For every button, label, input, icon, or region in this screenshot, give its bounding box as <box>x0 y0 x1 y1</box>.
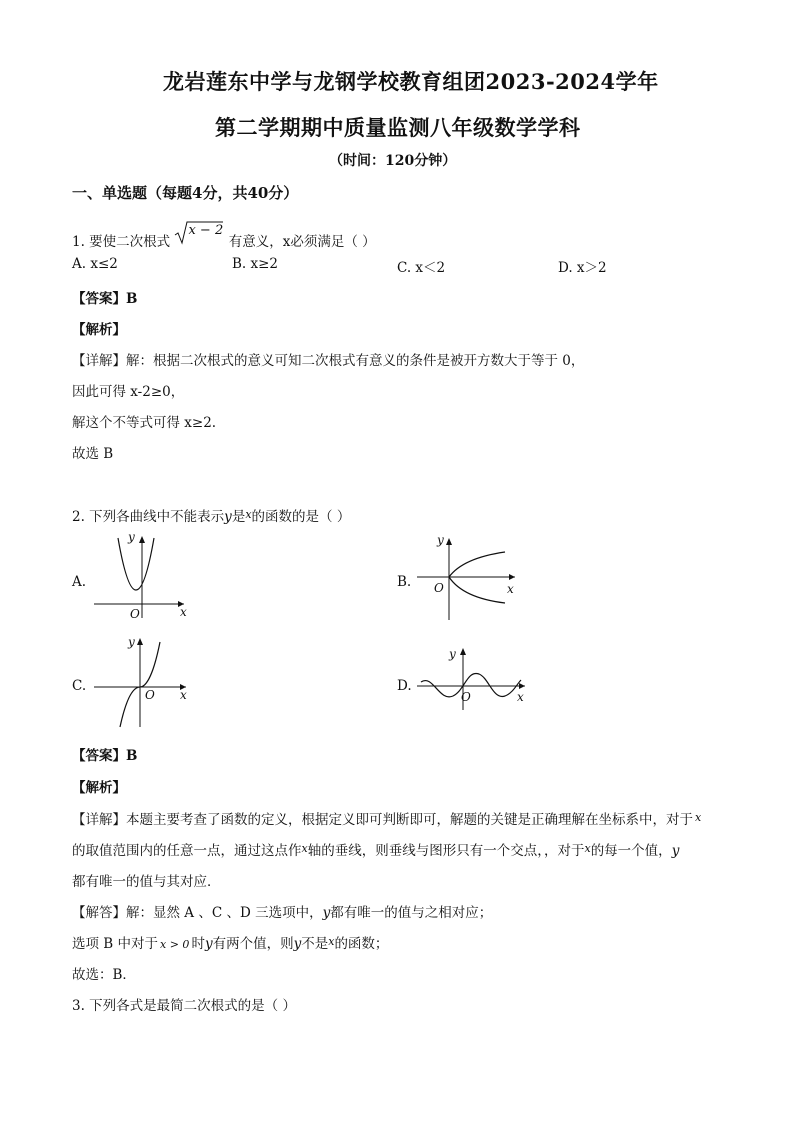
q1-stem-suffix: 有意义，x必须满足（ ） <box>228 234 376 250</box>
page-title-line1: 龙岩莲东中学与龙钢学校教育组团2023-2024学年 <box>163 69 659 94</box>
time-note: （时间：120分钟） <box>329 153 457 169</box>
q1-radicand: x − 2 <box>188 223 224 238</box>
q2-stem-part: 2. 下列各曲线中不能表示 <box>72 509 225 525</box>
axis-x-label: x <box>517 690 524 704</box>
q2-graph-c <box>88 632 198 732</box>
q2-solve-text: 有两个值，则 <box>212 936 294 952</box>
q2-option-d-label: D. <box>397 678 412 694</box>
q2-solve-text: 选项 B 中对于 <box>72 936 159 952</box>
q2-solve-text: 时 <box>191 936 205 952</box>
q1-option-d: D. x＞2 <box>558 260 607 276</box>
q2-var-y: y <box>671 843 680 859</box>
q2-solve-line1 <box>72 901 492 921</box>
q1-step-1: 因此可得 x-2≥0， <box>72 384 185 400</box>
q2-detail-line2 <box>72 839 679 859</box>
origin-label: O <box>145 688 155 702</box>
q2-analysis-label: 【解析】 <box>72 780 126 796</box>
origin-label: O <box>130 607 140 621</box>
q2-var-x: x <box>695 811 702 824</box>
q1-analysis-label: 【解析】 <box>72 322 126 338</box>
q2-solve-text: 都有唯一的值与之相对应； <box>330 905 493 921</box>
q2-var-y: y <box>322 905 331 921</box>
axis-x-label: x <box>180 688 187 702</box>
q3-stem: 3. 下列各式是最简二次根式的是（ ） <box>72 998 296 1014</box>
q2-var-y: y <box>224 509 232 525</box>
q1-option-c: C. x＜2 <box>397 260 446 276</box>
q2-var-x: x <box>584 842 591 855</box>
q2-stem-part: 的函数的是（ ） <box>251 509 351 525</box>
q1-option-a: A. x≤2 <box>72 256 118 272</box>
q2-graph-a <box>88 530 198 622</box>
q2-var-x: x <box>301 842 308 855</box>
axis-y-label: y <box>449 647 456 661</box>
axis-y-label: y <box>128 635 135 649</box>
q2-var-x: x <box>328 935 335 948</box>
q2-var-x: x <box>245 508 252 521</box>
q2-detail-text: 【详解】本题主要考查了函数的定义，根据定义即可判断即可，解题的关键是正确理解在坐标系中，对于 <box>72 812 693 828</box>
axis-y-label: y <box>437 533 444 547</box>
q2-detail-text: 轴的垂线，则垂线与图形只有一个交点，，对于 <box>307 843 585 859</box>
section-heading: 一、单选题（每题4分，共40分） <box>72 184 299 202</box>
axis-y-label: y <box>128 530 135 544</box>
q2-detail-line1 <box>72 808 701 828</box>
q1-option-b: B. x≥2 <box>232 256 279 272</box>
q2-var-y: y <box>204 936 213 952</box>
q2-graph-d <box>413 644 533 714</box>
q2-stem-part: 是 <box>231 509 246 525</box>
q1-step-2: 解这个不等式可得 x≥2. <box>72 415 217 431</box>
q2-solve-text: 不是 <box>301 936 329 952</box>
q2-solve-text: 的函数； <box>334 936 389 952</box>
q2-detail-text: 的取值范围内的任意一点，通过这点作 <box>72 843 302 859</box>
q2-option-a-label: A. <box>72 574 87 590</box>
q2-solve-line2 <box>72 932 388 952</box>
page-title-line2: 第二学期期中质量监测八年级数学学科 <box>215 115 581 140</box>
q2-option-b-label: B. <box>397 574 412 590</box>
axis-x-label: x <box>180 605 187 619</box>
axis-x-label: x <box>507 582 514 596</box>
q2-detail-line3: 都有唯一的值与其对应． <box>72 874 221 890</box>
q2-var-y: y <box>293 936 302 952</box>
q2-condition: x > 0 <box>160 938 190 951</box>
q1-stem-prefix: 1. 要使二次根式 <box>72 234 171 250</box>
q2-option-c-label: C. <box>72 678 87 694</box>
q1-stem <box>72 223 376 250</box>
q2-solve-text: 【解答】解：显然 A 、C 、D 三选项中， <box>72 905 323 921</box>
origin-label: O <box>461 690 471 704</box>
origin-label: O <box>434 581 444 595</box>
q1-detail: 【详解】解：根据二次根式的意义可知二次根式有意义的条件是被开方数大于等于 0， <box>72 353 585 369</box>
q2-graph-b <box>413 530 523 622</box>
q2-detail-text: 的每一个值， <box>590 843 672 859</box>
q2-choice: 故选：B． <box>72 967 136 983</box>
q1-choice: 故选 B <box>72 446 114 462</box>
q1-answer: 【答案】B <box>72 291 138 307</box>
q2-answer: 【答案】B <box>72 748 138 764</box>
q2-stem <box>72 505 350 525</box>
q1-radical <box>174 223 224 250</box>
